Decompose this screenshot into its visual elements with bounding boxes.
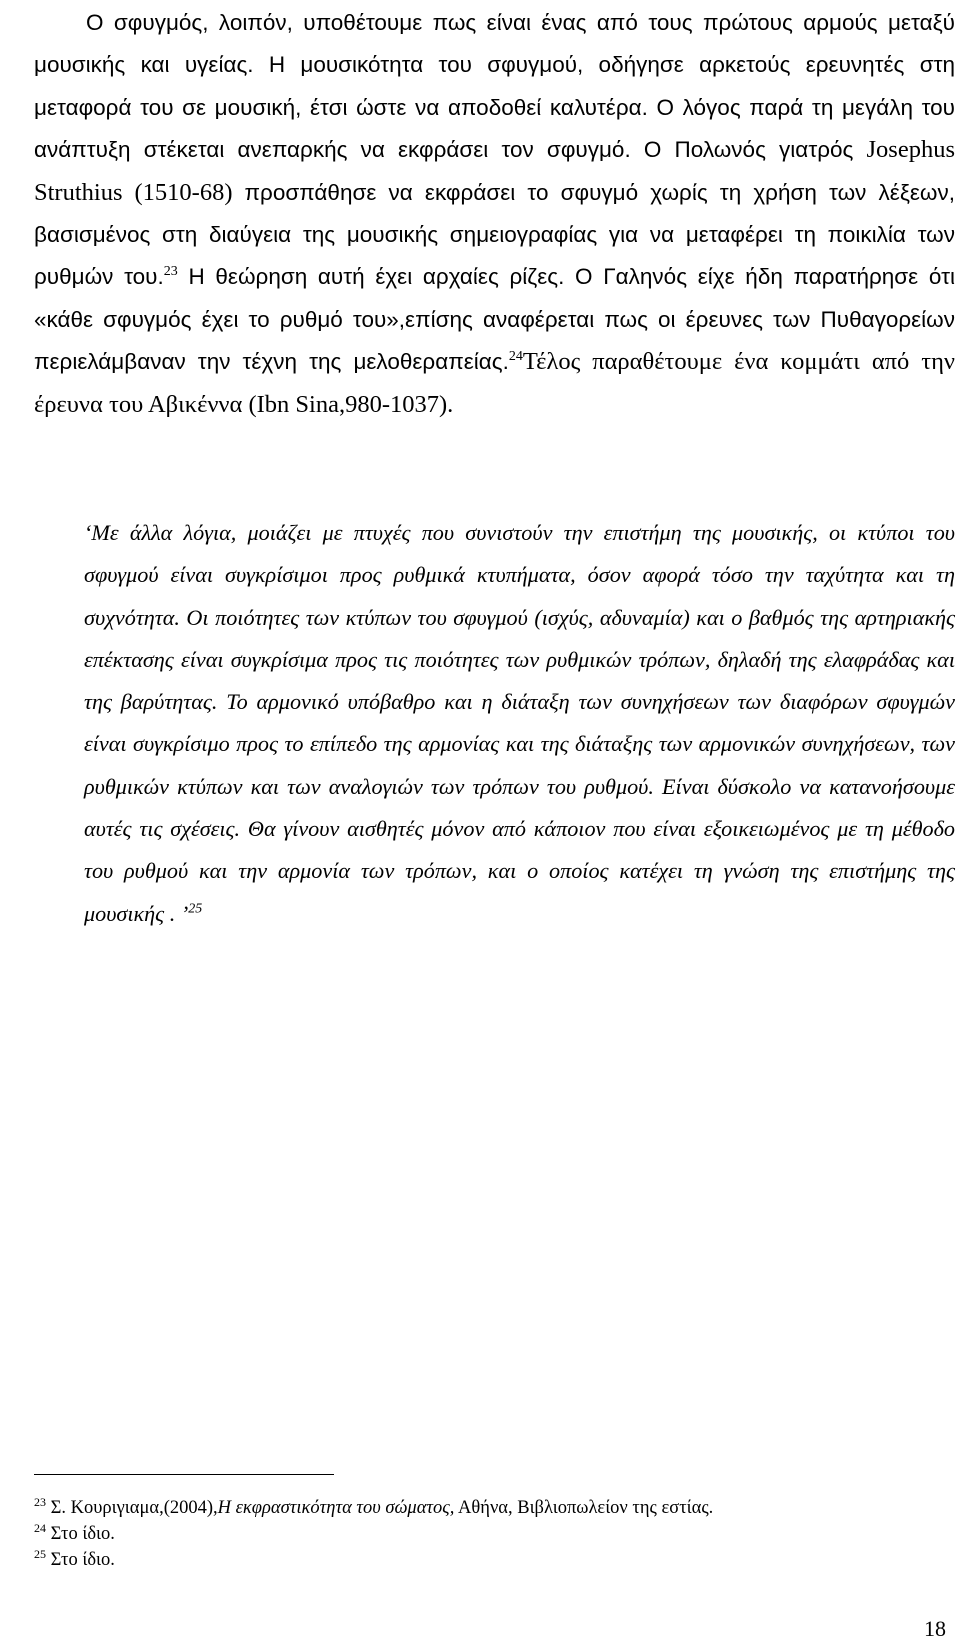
block-quote <box>84 512 955 935</box>
paragraph <box>34 2 955 426</box>
paragraph-text-part5: Τέλος παραθέτουμε ένα κομμάτι από την έρευνα του Αβικέννα (Ibn Sina,980-1037). <box>34 348 955 418</box>
paragraph-text-part4: Η θεώρηση αυτή έχει αρχαίες ρίζες. Ο Γαληνός είχε ήδη παρατήρησε ότι «κάθε σφυγμός έχει το ρυθμό του»,επίσης αναφέρεται πως οι έρευνες των Πυθαγορείων περιελάμβαναν την τέχνη της μελοθεραπείας. <box>34 264 955 375</box>
footnote-24 <box>34 1521 934 1547</box>
footnote-ref-25: 25 <box>188 901 203 917</box>
body-paragraph <box>34 2 955 426</box>
footnote-23 <box>34 1495 934 1521</box>
footnote-number: 23 <box>34 1494 46 1509</box>
footnote-book-title: Η εκφραστικότητα του σώματος, <box>217 1498 455 1518</box>
paragraph-text-part2: Josephus Struthius (1510-68) <box>34 136 955 206</box>
footnote-number: 25 <box>34 1546 46 1561</box>
footnote-ref-24: 24 <box>508 349 523 365</box>
footnote-ref-23: 23 <box>163 264 178 280</box>
footnote-separator <box>34 1474 334 1475</box>
paragraph-text-part1: Ο σφυγμός, λοιπόν, υποθέτουμε πως είναι ένας από τους πρώτους αρμούς μεταξύ μουσικής και υγείας. Η μουσικότητα του σφυγμού, οδήγησε αρκετούς ερευνητές στη μεταφορά του σε μουσική, έτσι ώστε να αποδοθεί καλυτέρα. Ο λόγος παρά τη μεγάλη του ανάπτυξη στέκεται ανεπαρκής να εκφράσει τον σφυγμό. Ο Πολωνός γιατρός <box>34 10 955 163</box>
footnote-text: Στο ίδιο. <box>46 1550 115 1570</box>
page-number: 18 <box>924 1616 946 1641</box>
footnote-25 <box>34 1547 934 1573</box>
quote-paragraph <box>84 512 955 935</box>
footnote-text-after: Αθήνα, Βιβλιοπωλείον της εστίας. <box>454 1498 714 1518</box>
footnote-text: Στο ίδιο. <box>46 1524 115 1544</box>
quote-text: ‘Με άλλα λόγια, μοιάζει με πτυχές που συνιστούν την επιστήμη της μουσικής, οι κτύποι του σφυγμού είναι συγκρίσιμοι προς ρυθμικά κτυπήματα, όσον αφορά τόσο την ταχύτητα και τη συχνότητα. Οι ποιότητες των κτύπων του σφυγμού (ισχύς, αδυναμία) και ο βαθμός της αρτηριακής επέκτασης είναι συγκρίσιμα προς τις ποιότητες των ρυθμικών τρόπων, δηλαδή της ελαφράδας και της βαρύτητας. Το αρμονικό υπόβαθρο και η διάταξη των συνηχήσεων των διαφόρων σφυγμών είναι συγκρίσιμο προς το επίπεδο της αρμονίας και της διάταξης των αρμονικών συνηχήσεων, των ρυθμικών κτύπων και των αναλογιών των τρόπων του ρυθμού. Είναι δύσκολο να κατανοήσουμε αυτές τις σχέσεις. Θα γίνουν αισθητές μόνον από κάποιον που είναι εξοικειωμένος με τη μέθοδο του ρυθμού και την αρμονία των τρόπων, και ο οποίος κατέχει τη γνώση της επιστήμης της μουσικής . ’ <box>84 520 955 926</box>
footnote-text: Σ. Κουριγιαμα,(2004), <box>46 1498 218 1518</box>
paragraph-text-part3: προσπάθησε να εκφράσει το σφυγμό χωρίς τη χρήση των λέξεων, βασισμένος στη διαύγεια της μουσικής σημειογραφίας για να μεταφέρει τη ποικιλία των ρυθμών του. <box>34 179 955 290</box>
footnotes <box>34 1495 934 1573</box>
footnote-number: 24 <box>34 1520 46 1535</box>
